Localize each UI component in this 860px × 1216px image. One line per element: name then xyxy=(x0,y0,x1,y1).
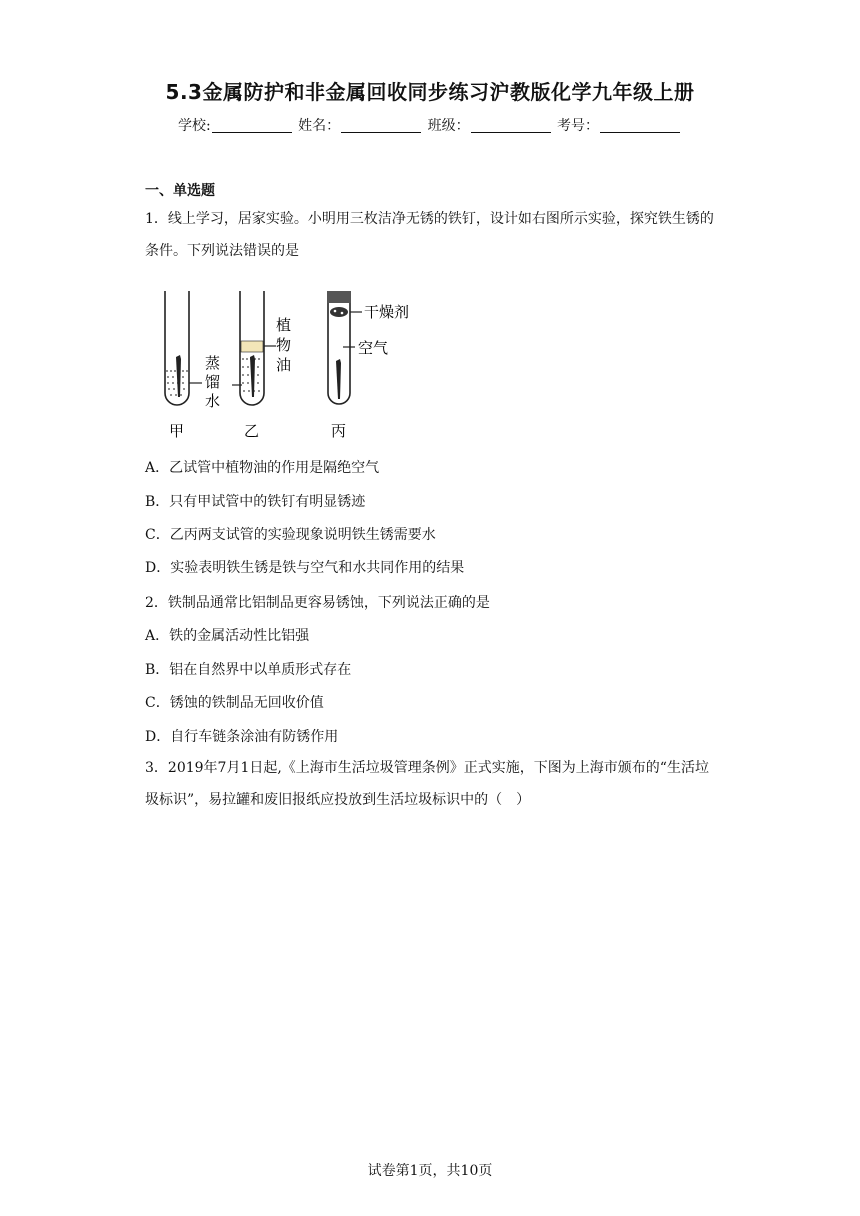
label-oil-3: 油 xyxy=(276,356,292,374)
page-title: 5.3金属防护和非金属回收同步练习沪教版化学九年级上册 xyxy=(165,80,695,104)
q1-option-d: D．实验表明铁生锈是铁与空气和水共同作用的结果 xyxy=(145,560,465,576)
nail-bing xyxy=(336,359,341,399)
name-label: 姓名： xyxy=(298,118,341,134)
label-water-3: 水 xyxy=(205,392,221,410)
q1-option-a: A．乙试管中植物油的作用是隔绝空气 xyxy=(145,460,380,476)
label-tube-bing: 丙 xyxy=(331,422,347,440)
nail-jia xyxy=(176,355,181,397)
q2-option-b: B．铝在自然界中以单质形式存在 xyxy=(145,662,352,678)
label-air: 空气 xyxy=(358,339,389,357)
exam-no-blank[interactable] xyxy=(600,118,680,133)
q2-option-a: A．铁的金属活动性比铝强 xyxy=(145,628,310,644)
label-desiccant: 干燥剂 xyxy=(364,303,410,321)
label-tube-yi: 乙 xyxy=(244,422,260,440)
exam-no-label: 考号： xyxy=(557,118,600,134)
oil-layer xyxy=(241,341,263,352)
student-info-line xyxy=(0,115,860,135)
question-2-stem: 2．铁制品通常比铝制品更容易锈蚀，下列说法正确的是 xyxy=(145,595,490,611)
label-oil-2: 物 xyxy=(276,336,292,354)
school-label: 学校: xyxy=(177,118,211,134)
section-heading: 一、单选题 xyxy=(145,183,215,199)
question-1-stem: 1．线上学习，居家实验。小明用三枚洁净无锈的铁钉，设计如右图所示实验，探究铁生锈的条件。下列说法错误的是 xyxy=(145,211,714,259)
school-blank[interactable] xyxy=(212,118,292,133)
question-3-stem: 3．2019年7月1日起,《上海市生活垃圾管理条例》正式实施，下图为上海市颁布的“生活垃圾标识”，易拉罐和废旧报纸应投放到生活垃圾标识中的（ ） xyxy=(145,760,709,808)
name-blank[interactable] xyxy=(341,118,421,133)
class-label: 班级： xyxy=(427,118,470,134)
q1-option-c: C．乙丙两支试管的实验现象说明铁生锈需要水 xyxy=(145,527,436,543)
label-oil-1: 植 xyxy=(276,316,292,334)
label-water-1: 蒸 xyxy=(205,354,221,372)
tube-jia xyxy=(165,291,189,405)
test-tube-figure xyxy=(150,285,430,445)
q1-option-b: B．只有甲试管中的铁钉有明显锈迹 xyxy=(145,494,366,510)
stopper xyxy=(327,291,351,303)
class-blank[interactable] xyxy=(471,118,551,133)
label-water-2: 馏 xyxy=(205,373,221,391)
q2-option-c: C．锈蚀的铁制品无回收价值 xyxy=(145,695,324,711)
desiccant xyxy=(330,307,348,317)
q2-option-d: D．自行车链条涂油有防锈作用 xyxy=(145,729,339,745)
label-tube-jia: 甲 xyxy=(169,422,185,440)
page-footer: 试卷第1页，共10页 xyxy=(367,1163,493,1179)
